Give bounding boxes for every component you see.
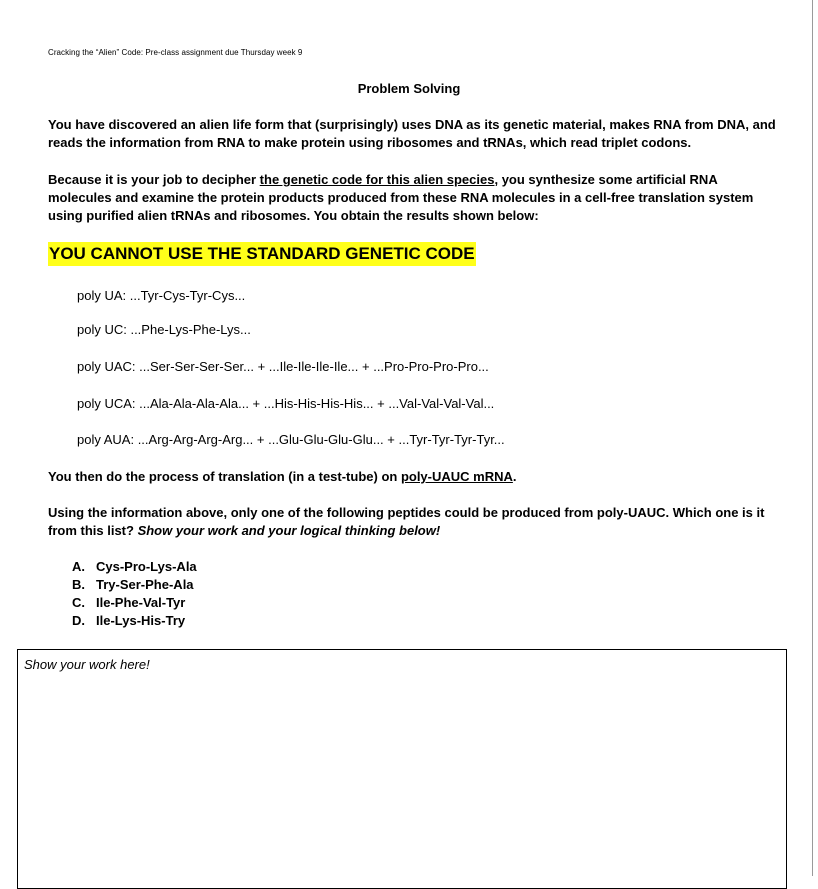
page-edge-divider [812,0,813,876]
option-text: Cys-Pro-Lys-Ala [96,559,197,574]
poly-uauc-mrna-text: poly-UAUC mRNA [400,469,513,484]
work-box-label: Show your work here! [24,657,150,672]
result-poly-uac: poly UAC: ...Ser-Ser-Ser-Ser... + ...Ile-Ile-Ile-Ile... + ...Pro-Pro-Pro-Pro... [77,359,489,374]
answer-option-a [72,558,197,576]
question-text [48,504,778,540]
result-poly-ua: poly UA: ...Tyr-Cys-Tyr-Cys... [77,288,246,303]
translation-statement-start: You then do the process of translation (in a test-tube) on [48,469,401,484]
answer-option-b [72,576,197,594]
page-title: Problem Solving [357,81,461,96]
intro-paragraph-1: You have discovered an alien life form that (surprisingly) uses DNA as its genetic material, makes RNA from DNA, and reads the information from RNA to make protein using ribosomes and tRNAs, which read triplet codons. [48,117,776,150]
header-note: Cracking the “Alien” Code: Pre-class assignment due Thursday week 9 [48,48,303,57]
answer-options-list [72,558,197,630]
option-letter: A. [72,559,85,574]
intro-paragraph-2-start: Because it is your job to decipher [48,172,260,187]
genetic-code-link-text: the genetic code for this alien species [259,172,495,187]
warning-banner: YOU CANNOT USE THE STANDARD GENETIC CODE [48,242,476,266]
translation-statement [48,468,778,486]
result-poly-aua: poly AUA: ...Arg-Arg-Arg-Arg... + ...Glu-Glu-Glu-Glu... + ...Tyr-Tyr-Tyr-Tyr... [77,432,505,447]
translation-statement-end: . [512,469,517,484]
option-letter: D. [72,613,85,628]
answer-option-c [72,594,197,612]
option-letter: B. [72,577,85,592]
result-poly-uc: poly UC: ...Phe-Lys-Phe-Lys... [77,322,251,337]
question-body: Using the information above, only one of the following peptides could be produced from poly-UAUC. Which one is it from this list? [48,505,765,538]
question-emphasis: Show your work and your logical thinking below! [137,523,441,538]
answer-option-d [72,612,197,630]
option-text: Try-Ser-Phe-Ala [96,577,194,592]
option-text: Ile-Phe-Val-Tyr [96,595,186,610]
work-answer-box[interactable] [17,649,787,889]
result-poly-uca: poly UCA: ...Ala-Ala-Ala-Ala... + ...His-His-His-His... + ...Val-Val-Val-Val... [77,396,495,411]
intro-paragraph-2 [48,171,778,225]
option-letter: C. [72,595,85,610]
option-text: Ile-Lys-His-Try [96,613,186,628]
intro-paragraph-2-end: , you synthesize some artificial RNA molecules and examine the protein products produced from these RNA molecules in a cell-free translation system using purified alien tRNAs and ribosomes. You obtain the results shown below: [48,172,754,223]
